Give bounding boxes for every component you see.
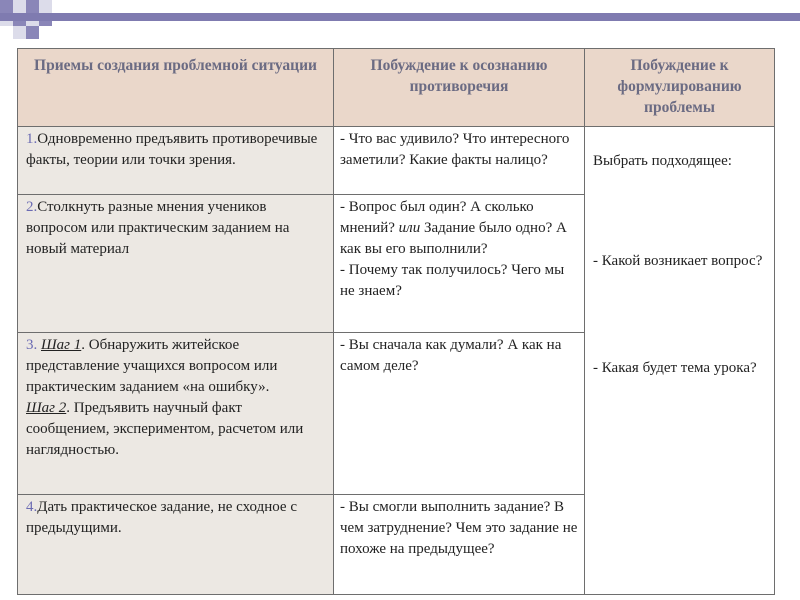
decor-square (26, 0, 39, 13)
problem-situation-table (17, 48, 775, 595)
technique-cell (18, 333, 334, 495)
row-number: 2. (26, 199, 38, 215)
technique-text: Дать практическое задание, не сходное с предыдущими. (26, 499, 297, 536)
technique-text: Столкнуть разные мнения учеников вопросом или практическим заданием на новый материал (26, 199, 290, 257)
header-techniques: Приемы создания проблемной ситуации (18, 49, 334, 127)
prompt-cell (334, 127, 585, 195)
row-number: 4. (26, 499, 38, 515)
technique-cell (18, 195, 334, 333)
decor-square (13, 0, 26, 13)
step-label: Шаг 2 (26, 400, 67, 416)
header-contradiction-prompt: Побуждение к осознанию противоречия (334, 49, 585, 127)
decor-square (0, 0, 13, 13)
prompt-text: - Вы сначала как думали? А как на самом деле? (340, 337, 562, 374)
decor-square (26, 26, 39, 39)
technique-text: . Обнаружить житейское представление учащихся вопросом или практическим заданием «на ошибку». (26, 337, 278, 395)
prompt-or: или (398, 220, 421, 236)
prompt-text: - Вы смогли выполнить задание? В чем затруднение? Чем это задание не похоже на предыдущее? (340, 499, 578, 557)
prompt-text: - Почему так получилось? Чего мы не знаем? (340, 262, 565, 299)
prompt-cell (334, 195, 585, 333)
prompt-text: - Что вас удивило? Что интересного заметили? Какие факты налицо? (340, 131, 570, 168)
topic-prompt: - Какая будет тема урока? (593, 360, 757, 376)
decor-square (13, 26, 26, 39)
decor-square (39, 0, 52, 13)
formulation-cell (585, 127, 775, 595)
header-line (0, 13, 800, 21)
prompt-cell (334, 495, 585, 595)
step-label: Шаг 1 (41, 337, 82, 353)
header-problem-formulation: Побуждение к формулированию проблемы (585, 49, 775, 127)
technique-text: . Предъявить научный факт сообщением, экспериментом, расчетом или наглядностью. (26, 400, 304, 458)
prompt-text: - Вопрос был один? А сколько мнений? (340, 199, 534, 236)
technique-text: Одновременно предъявить противоречивые факты, теории или точки зрения. (26, 131, 318, 168)
row-number: 3. (26, 337, 38, 353)
technique-cell (18, 127, 334, 195)
table-header-row (18, 49, 775, 127)
row-number: 1. (26, 131, 38, 147)
prompt-cell (334, 333, 585, 495)
question-prompt: - Какой возникает вопрос? (593, 253, 763, 269)
choose-text: Выбрать подходящее: (593, 153, 732, 169)
technique-cell (18, 495, 334, 595)
table-row (18, 127, 775, 195)
prompt-text: Задание было одно? А как вы его выполнили? (340, 220, 567, 257)
